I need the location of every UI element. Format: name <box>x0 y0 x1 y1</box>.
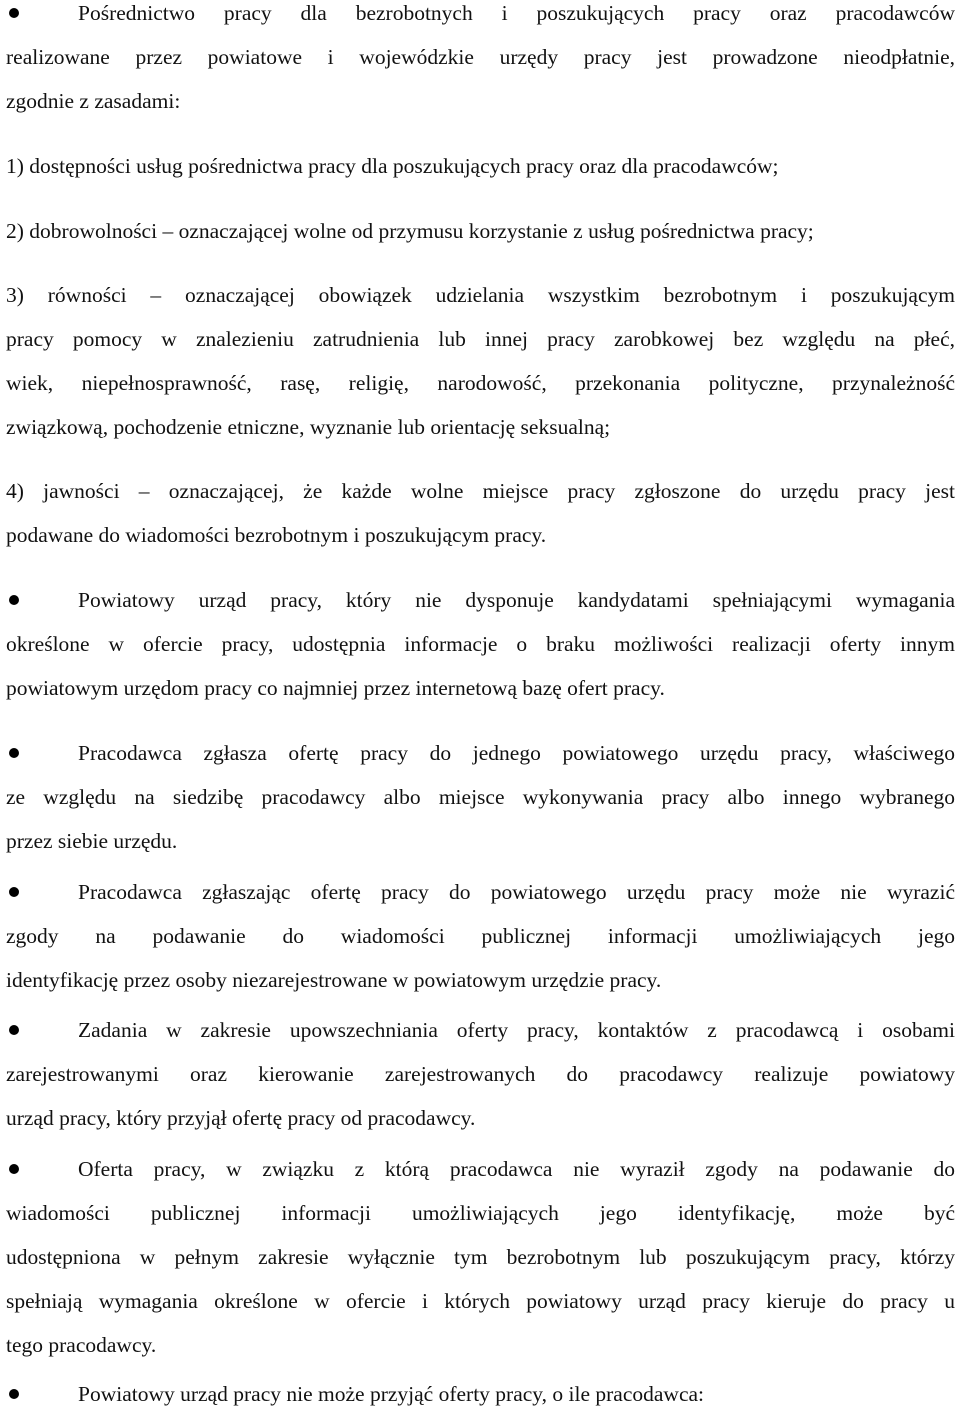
paragraph-line: zarejestrowanymi oraz kierowanie zarejestrowanych do pracodawcy realizuje powiatowy <box>6 1062 955 1086</box>
paragraph-line: określone w ofercie pracy, udostępnia informacje o braku możliwości realizacji oferty innym <box>6 632 955 656</box>
list-item: związkową, pochodzenie etniczne, wyznanie lub orientację seksualną; <box>6 415 611 439</box>
bullet-icon <box>9 595 19 605</box>
list-item: wiek, niepełnosprawność, rasę, religię, narodowość, przekonania polityczne, przynależność <box>6 371 955 395</box>
paragraph-line: tego pracodawcy. <box>6 1333 157 1357</box>
paragraph-line: identyfikację przez osoby niezarejestrowane w powiatowym urzędzie pracy. <box>6 968 662 992</box>
paragraph-line: Pracodawca zgłasza ofertę pracy do jednego powiatowego urzędu pracy, właściwego <box>78 741 955 765</box>
paragraph-line: ze względu na siedzibę pracodawcy albo miejsce wykonywania pracy albo innego wybranego <box>6 785 955 809</box>
bullet-icon <box>9 887 19 897</box>
paragraph-line: Powiatowy urząd pracy nie może przyjąć oferty pracy, o ile pracodawca: <box>78 1382 704 1406</box>
paragraph-line: Powiatowy urząd pracy, który nie dysponuje kandydatami spełniającymi wymagania <box>78 588 955 612</box>
paragraph-line: urząd pracy, który przyjął ofertę pracy od pracodawcy. <box>6 1106 476 1130</box>
bullet-icon <box>9 1025 19 1035</box>
list-item: podawane do wiadomości bezrobotnym i poszukującym pracy. <box>6 523 547 547</box>
bullet-icon <box>9 1164 19 1174</box>
paragraph-line: Pracodawca zgłaszając ofertę pracy do powiatowego urzędu pracy może nie wyrazić <box>78 880 955 904</box>
paragraph-line: zgody na podawanie do wiadomości publicznej informacji umożliwiających jego <box>6 924 955 948</box>
paragraph-line: spełniają wymagania określone w ofercie i których powiatowy urząd pracy kieruje do pracy u <box>6 1289 955 1313</box>
paragraph-line: wiadomości publicznej informacji umożliwiających jego identyfikację, może być <box>6 1201 955 1225</box>
paragraph-line: Oferta pracy, w związku z którą pracodawca nie wyraził zgody na podawanie do <box>78 1157 955 1181</box>
paragraph-line: udostępniona w pełnym zakresie wyłącznie tym bezrobotnym lub poszukującym pracy, którzy <box>6 1245 955 1269</box>
paragraph-line: Pośrednictwo pracy dla bezrobotnych i poszukujących pracy oraz pracodawców <box>78 1 955 25</box>
paragraph-line: powiatowym urzędom pracy co najmniej przez internetową bazę ofert pracy. <box>6 676 665 700</box>
list-item: 1) dostępności usług pośrednictwa pracy dla poszukujących pracy oraz dla pracodawców; <box>6 154 779 178</box>
list-item: pracy pomocy w znalezieniu zatrudnienia lub innej pracy zarobkowej bez względu na płeć, <box>6 327 955 351</box>
bullet-icon <box>9 1389 19 1399</box>
paragraph-line: realizowane przez powiatowe i wojewódzkie urzędy pracy jest prowadzone nieodpłatnie, <box>6 45 955 69</box>
paragraph-line: Zadania w zakresie upowszechniania oferty pracy, kontaktów z pracodawcą i osobami <box>78 1018 955 1042</box>
paragraph-line: przez siebie urzędu. <box>6 829 178 853</box>
paragraph-line: zgodnie z zasadami: <box>6 89 181 113</box>
list-item: 4) jawności – oznaczającej, że każde wolne miejsce pracy zgłoszone do urzędu pracy jest <box>6 479 955 503</box>
list-item: 2) dobrowolności – oznaczającej wolne od przymusu korzystanie z usług pośrednictwa pracy; <box>6 219 814 243</box>
list-item: 3) równości – oznaczającej obowiązek udzielania wszystkim bezrobotnym i poszukującym <box>6 283 955 307</box>
bullet-icon <box>9 748 19 758</box>
bullet-icon <box>9 8 19 18</box>
